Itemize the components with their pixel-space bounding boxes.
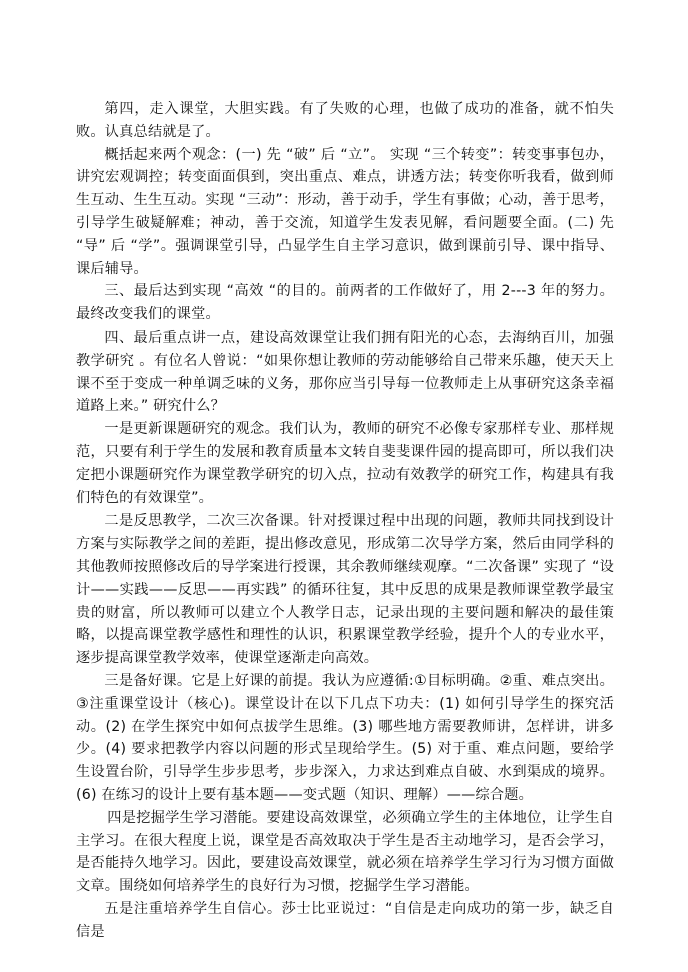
paragraph-fourth-enter-classroom: 第四，走入课堂，大胆实践。有了失败的心理，也做了成功的准备，就不怕失败。认真总结就是了。 bbox=[76, 101, 614, 140]
paragraph-update-research-concept: 一是更新课题研究的观念。我们认为，教师的研究不必像专家那样专业、那样规范，只要有利于学生的发展和教育质量本文转自斐斐课件园的提高即可，所以我们决定把小课题研究作为课堂教学研究的切入点，拉动有效教学的研究工作，构建具有我们特色的有效课堂”。 bbox=[76, 421, 614, 506]
paragraph-four-teaching-research: 四、最后重点讲一点，建设高效课堂让我们拥有阳光的心态，去海纳百川，加强教学研究 。有位名人曾说：“如果你想让教师的劳动能够给自己带来乐趣，使天天上课不至于变成一种单调乏味的义务，那你应当引导每一位教师走上从事研究这条幸福道路上来。” 研究什么？ bbox=[76, 329, 614, 415]
paragraph-two-concepts: 概括起来两个观念：(一) 先 “破” 后 “立”。 实现 “三个转变”：转变事事包办，讲究宏观调控；转变面面俱到，突出重点、难点，讲透方法；转变你听我看，做到师生互动、生生互动。实现 “三动”：形动，善于动手，学生有事做；心动，善于思考，引导学生破疑解难；神动，善于交流，知道学生发表见解，看问题要全面。(二) 先 “导” 后 “学”。强调课堂引导，凸显学生自主学习意识，做到课前引导、课中指导、课后辅导。 bbox=[76, 146, 614, 277]
paragraph-student-potential: 四是挖掘学生学习潜能。要建设高效课堂，必须确立学生的主体地位，让学生自主学习。在很大程度上说，课堂是否高效取决于学生是否主动地学习，是否会学习，是否能持久地学习。因此，要建设高效课堂，就必须在培养学生学习行为习惯方面做文章。围绕如何培养学生的良好行为习惯，挖掘学生学习潜能。 bbox=[76, 809, 614, 895]
paragraph-reflective-teaching: 二是反思教学，二次三次备课。针对授课过程中出现的问题，教师共同找到设计方案与实际教学之间的差距，提出修改意见，形成第二次导学方案，然后由同学科的其他教师按照修改后的导学案进行授课，其余教师继续观摩。“二次备课” 实现了 “设计——实践——反思——再实践” 的循环往复，其中反思的成果是教师课堂教学最宝贵的财富，所以教师可以建立个人教学日志，记录出现的主要问题和解决的最佳策略，以提高课堂教学感性和理性的认识，积累课堂教学经验，提升个人的专业水平，逐步提高课堂教学效率，使课堂逐渐走向高效。 bbox=[76, 513, 614, 667]
document-body bbox=[76, 98, 614, 943]
paragraph-student-confidence: 五是注重培养学生自信心。莎士比亚说过：“自信是走向成功的第一步，缺乏自信是 bbox=[76, 900, 614, 940]
paragraph-three-efficient-goal: 三、最后达到实现 “高效 “的目的。前两者的工作做好了，用 2---3 年的努力。最终改变我们的课堂。 bbox=[76, 283, 614, 323]
paragraph-prepare-lessons: 三是备好课。它是上好课的前提。我认为应遵循:①目标明确。②重、难点突出。③注重课堂设计（核心)。课堂设计在以下几点下功夫：(1) 如何引导学生的探究活动。(2) 在学生探究中如何点拔学生思维。(3) 哪些地方需要教师讲，怎样讲，讲多少。(4) 要求把教学内容以问题的形式呈现给学生。(5) 对于重、难点问题，要给学生设置台阶，引导学生步步思考，步步深入，力求达到难点自破、水到渠成的境界。(6) 在练习的设计上要有基本题——变式题（知识、理解）——综合题。 bbox=[76, 672, 614, 803]
